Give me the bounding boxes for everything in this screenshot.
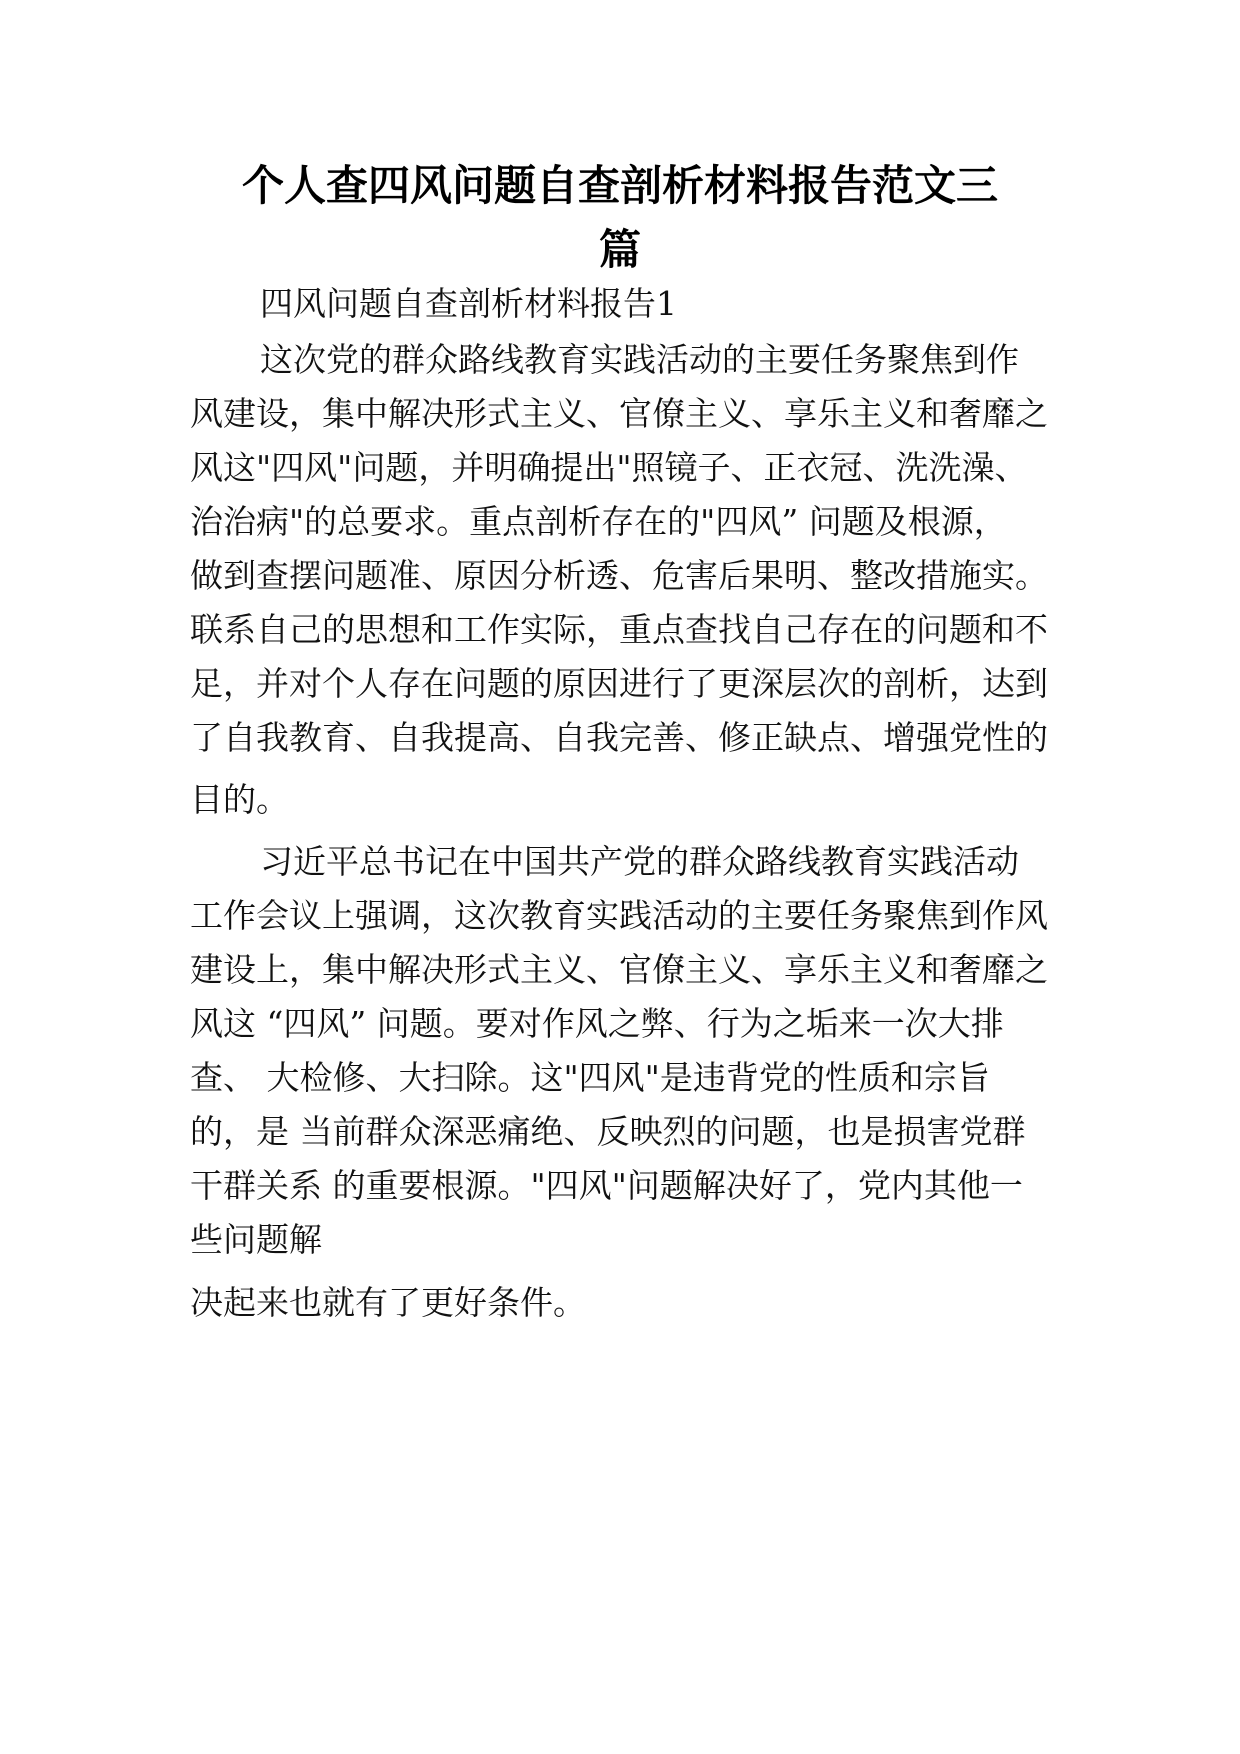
document-title-continued: 篇 xyxy=(598,225,641,274)
paragraph-2-line: 建设上，集中解决形式主义、官僚主义、享乐主义和奢靡之 xyxy=(190,950,1048,989)
paragraph-1-line: 这次党的群众路线教育实践活动的主要任务聚焦到作 xyxy=(260,340,1019,379)
paragraph-1-line: 目的。 xyxy=(190,780,289,819)
paragraph-2-line: 干群关系 的重要根源。"四风"问题解决好了，党内其他一 xyxy=(190,1166,1023,1205)
paragraph-2-line: 习近平总书记在中国共产党的群众路线教育实践活动 xyxy=(260,842,1019,881)
paragraph-1-line: 治治病"的总要求。重点剖析存在的"四风” 问题及根源， xyxy=(190,502,1007,541)
paragraph-2-line: 的，是 当前群众深恶痛绝、反映烈的问题，也是损害党群 xyxy=(190,1112,1026,1151)
paragraph-1-line: 做到查摆问题准、原因分析透、危害后果明、整改措施实。 xyxy=(190,556,1048,595)
paragraph-2-line: 风这 “四风” 问题。要对作风之弊、行为之垢来一次大排 xyxy=(190,1004,1004,1043)
paragraph-2-line: 查、 大检修、大扫除。这"四风"是违背党的性质和宗旨 xyxy=(190,1058,990,1097)
document-title: 个人查四风问题自查剖析材料报告范文三 xyxy=(241,161,998,210)
paragraph-1-line: 足，并对个人存在问题的原因进行了更深层次的剖析，达到 xyxy=(190,664,1048,703)
paragraph-1-line: 联系自己的思想和工作实际，重点查找自己存在的问题和不 xyxy=(190,610,1048,649)
paragraph-3-line: 决起来也就有了更好条件。 xyxy=(190,1283,586,1322)
section-heading: 四风问题自查剖析材料报告1 xyxy=(260,284,677,323)
paragraph-1-line: 风建设，集中解决形式主义、官僚主义、享乐主义和奢靡之 xyxy=(190,394,1048,433)
paragraph-2-line: 些问题解 xyxy=(190,1220,322,1259)
paragraph-1-line: 风这"四风"问题，并明确提出"照镜子、正衣冠、洗洗澡、 xyxy=(190,448,1028,487)
paragraph-1-line: 了自我教育、自我提高、自我完善、修正缺点、增强党性的 xyxy=(190,718,1048,757)
paragraph-2-line: 工作会议上强调，这次教育实践活动的主要任务聚焦到作风 xyxy=(190,896,1048,935)
